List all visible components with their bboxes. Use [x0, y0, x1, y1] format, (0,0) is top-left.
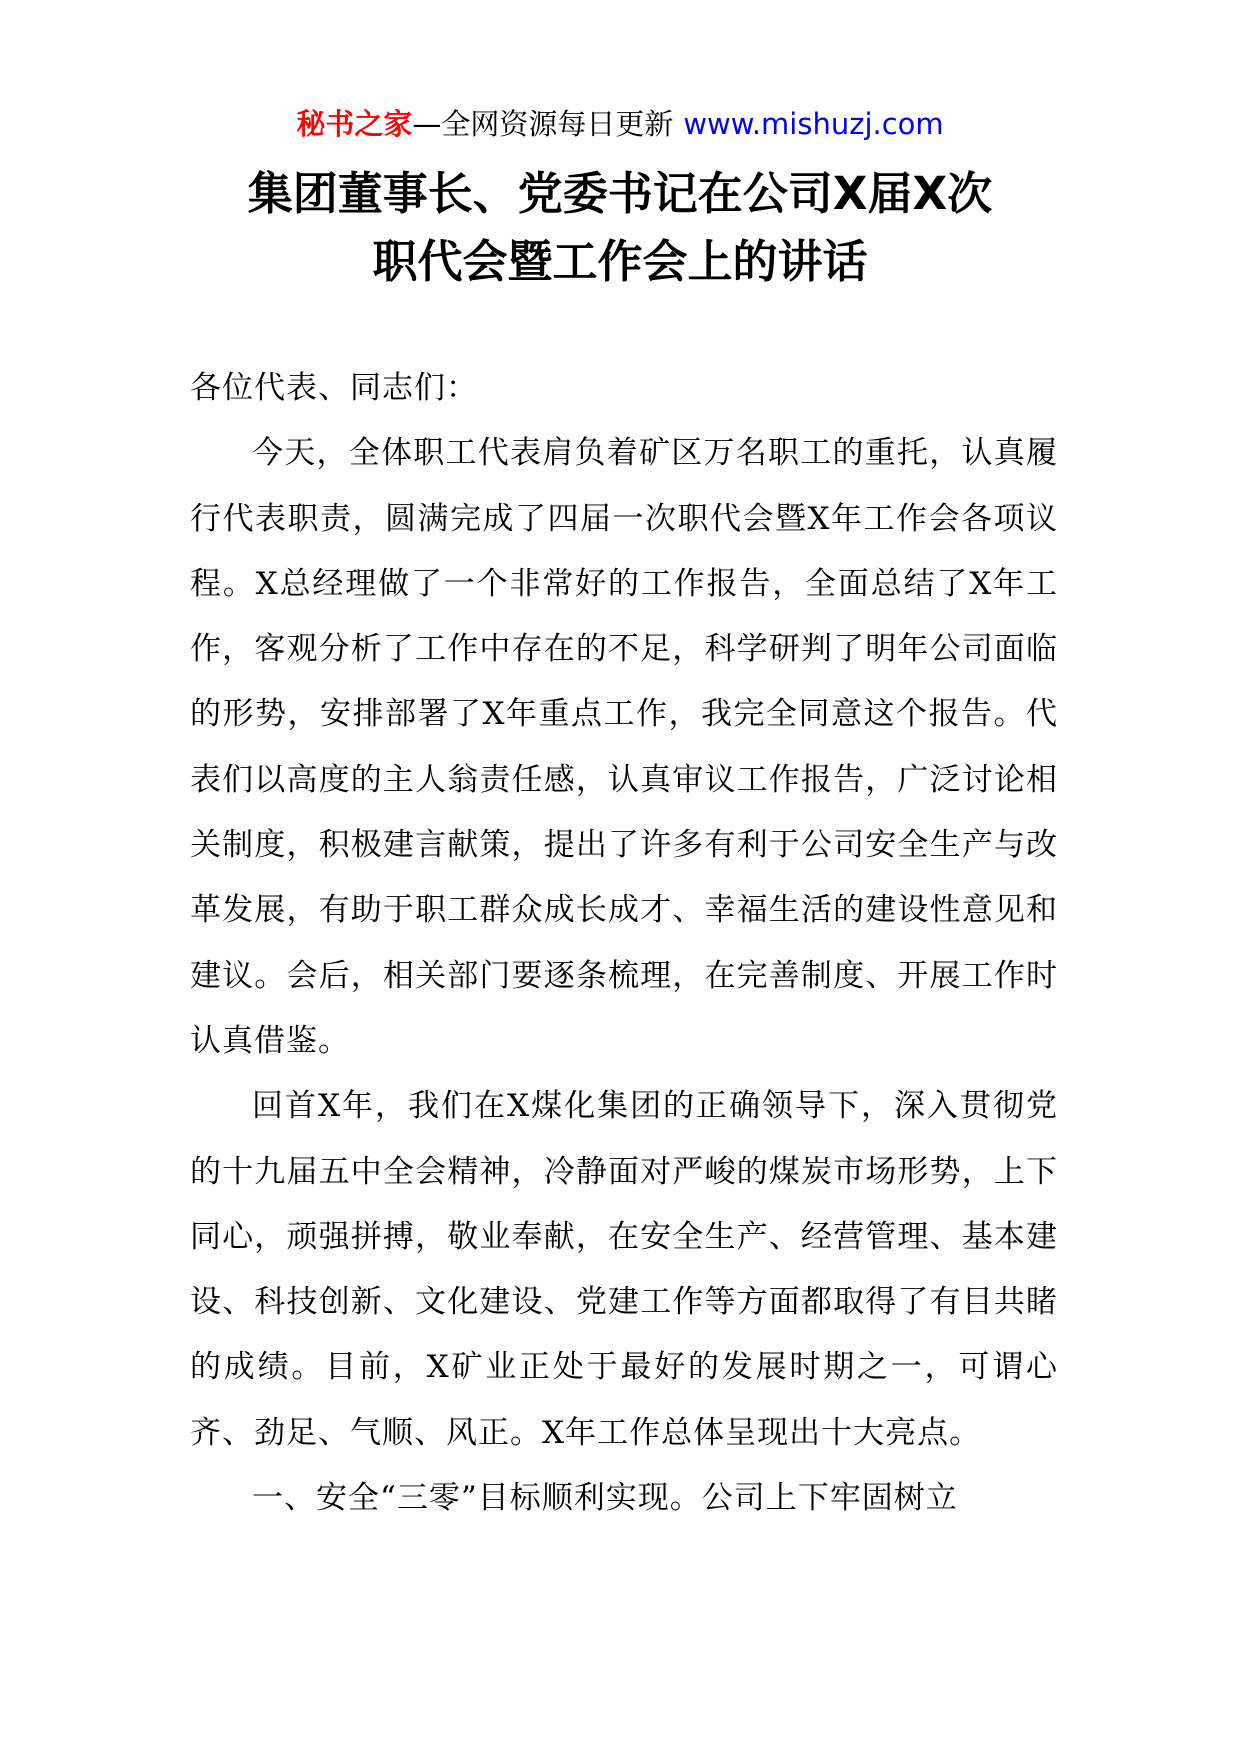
paragraph-1: 今天，全体职工代表肩负着矿区万名职工的重托，认真履行代表职责，圆满完成了四届一次职代会暨X年工作会各项议程。X总经理做了一个非常好的工作报告，全面总结了X年工作，客观分析了工作中存在的不足，科学研判了明年公司面临的形势，安排部署了X年重点工作，我完全同意这个报告。代表们以高度的主人翁责任感，认真审议工作报告，广泛讨论相关制度，积极建言献策，提出了许多有利于公司安全生产与改革发展，有助于职工群众成长成才、幸福生活的建设性意见和建议。会后，相关部门要逐条梳理，在完善制度、开展工作时认真借鉴。: [190, 435, 1058, 1059]
watermark-header: [0, 104, 1240, 144]
title-line-2: 职代会暨工作会上的讲话: [372, 235, 868, 288]
document-title: [0, 160, 1240, 296]
document-body: [190, 356, 1058, 1531]
paragraph-2: 回首X年，我们在X煤化集团的正确领导下，深入贯彻党的十九届五中全会精神，冷静面对严峻的煤炭市场形势，上下同心，顽强拼搏，敬业奉献，在安全生产、经营管理、基本建设、科技创新、文化建设、党建工作等方面都取得了有目共睹的成绩。目前，X矿业正处于最好的发展时期之一，可谓心齐、劲足、气顺、风正。X年工作总体呈现出十大亮点。: [190, 1088, 1058, 1451]
salutation: 各位代表、同志们：: [190, 370, 478, 406]
brand-name: 秘书之家: [296, 107, 413, 141]
header-tagline: —全网资源每日更新: [412, 107, 674, 141]
title-line-1: 集团董事长、党委书记在公司X届X次: [247, 167, 993, 220]
paragraph-3: 一、安全“三零”目标顺利实现。公司上下牢固树立: [252, 1480, 958, 1517]
site-url: www.mishuzj.com: [683, 107, 944, 141]
